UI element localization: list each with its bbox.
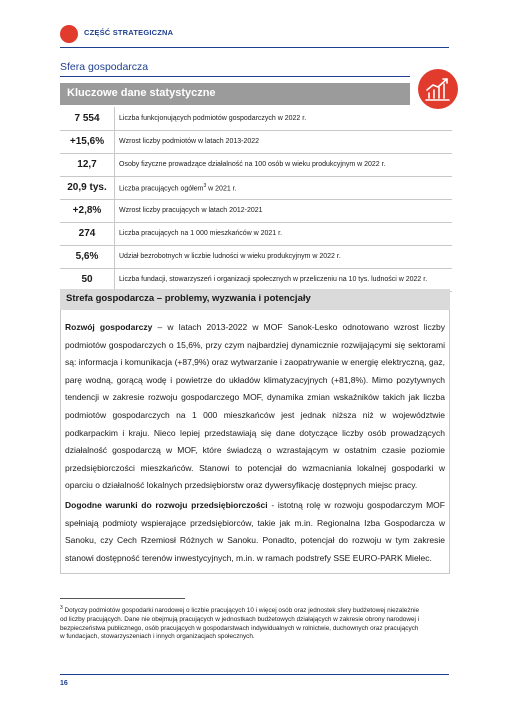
analysis-header xyxy=(60,289,450,310)
stat-value: 50 xyxy=(60,268,115,291)
paragraph-body: – w latach 2013-2022 w MOF Sanok-Lesko odnotowano wzrost liczby podmiotów gospodarczych o 15,6%, przy czym najbardziej dynamicznie rozwijającymi się sektorami są: informacja i komunikacja (+87,9%) oraz wytwarzanie i zaopatrywanie w energię elektryczną, gaz, parę wodną, gorącą wodę i powietrze do układów klimatyzacyjnych (+81,8%). Mimo pozytywnych tendencji w zakresie rozwoju gospodarczego MOF, dynamika zmian wskaźników takich jak liczba podmiotów gospodarczych na 1 000 mieszkańców jest jednak niższa niż w województwie podkarpackim i kraju. Nieco lepiej przedstawiają się dane dotyczące liczby osób prowadzących działalność gospodarczą w MOF, które świadczą o wzrastającym w ostatnim czasie poziomie przedsiębiorczości mieszkańców. Stanowi to potencjał do wzmacniania lokalnej gospodarki w oparciu o działalność lokalnych przedsiębiorstw oraz dywersyfikację dostępnych miejsc pracy. xyxy=(65,322,445,491)
stat-row xyxy=(60,107,452,130)
footnote-divider xyxy=(60,598,185,599)
paragraph-heading: Rozwój gospodarczy xyxy=(65,322,153,332)
stat-description: Liczba fundacji, stowarzyszeń i organizacji społecznych w przeliczeniu na 10 tys. ludności w 2022 r. xyxy=(115,268,453,291)
stat-description-tail: w 2021 r. xyxy=(206,184,237,192)
stat-row xyxy=(60,176,452,199)
paragraph-economic-development xyxy=(65,319,445,495)
stat-value: 5,6% xyxy=(60,245,115,268)
stat-value: 7 554 xyxy=(60,107,115,130)
stat-description: Wzrost liczby podmiotów w latach 2013-2022 xyxy=(115,130,453,153)
stat-description: Liczba funkcjonujących podmiotów gospodarczych w 2022 r. xyxy=(115,107,453,130)
paragraph-heading: Dogodne warunki do rozwoju przedsiębiorczości xyxy=(65,500,268,510)
footer-divider xyxy=(60,674,449,675)
stat-row xyxy=(60,222,452,245)
stat-description: Wzrost liczby pracujących w latach 2012-2021 xyxy=(115,199,453,222)
stat-row xyxy=(60,199,452,222)
stat-row xyxy=(60,153,452,176)
paragraph-entrepreneurship xyxy=(65,497,445,567)
page-number: 16 xyxy=(60,680,68,687)
stat-description-text: Liczba pracujących ogółem xyxy=(119,184,204,192)
section-divider xyxy=(60,76,410,77)
stats-banner xyxy=(60,83,410,105)
stat-row xyxy=(60,268,452,291)
footnote xyxy=(60,604,420,642)
footnote-text: Dotyczy podmiotów gospodarki narodowej o liczbie pracujących 10 i więcej osób oraz jednostek sfery budżetowej niezależnie od liczby pracujących. Dane nie obejmują pracujących w jednostkach budżetowych działających w zakresie obrony narodowej i bezpieczeństwa publicznego, osób pracujących w gospodarstwach indywidualnych w rolnictwie, duchownych oraz pracujących w fundacjach, stowarzyszeniach i innych organizacjach społecznych. xyxy=(60,607,420,641)
stat-description: Osoby fizyczne prowadzące działalność na 100 osób w wieku produkcyjnym w 2022 r. xyxy=(115,153,453,176)
stat-row xyxy=(60,130,452,153)
stat-value: +15,6% xyxy=(60,130,115,153)
paragraph-body: - istotną rolę w rozwoju gospodarczym MOF spełniają podmioty wspierające przedsiębiorców, takie jak m.in. Regionalna Izba Gospodarcza w Sanoku, czy Cech Rzemiosł Różnych w Sanoku. Ponadto, potencjał do rozwoju w tym zakresie stanowi dostępność terenów inwestycyjnych, m.in. w ramach podstrefy SSE EURO-PARK Mielec. xyxy=(65,500,445,563)
stat-value: 20,9 tys. xyxy=(60,176,115,199)
stat-description: Udział bezrobotnych w liczbie ludności w wieku produkcyjnym w 2022 r. xyxy=(115,245,453,268)
header-dot-icon xyxy=(60,25,78,43)
stat-value: +2,8% xyxy=(60,199,115,222)
stat-row xyxy=(60,245,452,268)
stat-description xyxy=(115,176,453,199)
footnote-mark: 3 xyxy=(60,605,63,611)
footnote-ref: 3 xyxy=(203,182,207,189)
stats-title: Kluczowe dane statystyczne xyxy=(67,87,216,99)
stat-value: 12,7 xyxy=(60,153,115,176)
stat-value: 274 xyxy=(60,222,115,245)
growth-chart-icon xyxy=(418,69,458,109)
section-title: Sfera gospodarcza xyxy=(60,61,149,73)
stat-description: Liczba pracujących na 1 000 mieszkańców w 2021 r. xyxy=(115,222,453,245)
analysis-title: Strefa gospodarcza – problemy, wyzwania i potencjały xyxy=(66,293,311,304)
stats-table xyxy=(60,107,452,292)
header-label: CZĘŚĆ STRATEGICZNA xyxy=(84,28,174,37)
header-divider xyxy=(60,47,449,48)
